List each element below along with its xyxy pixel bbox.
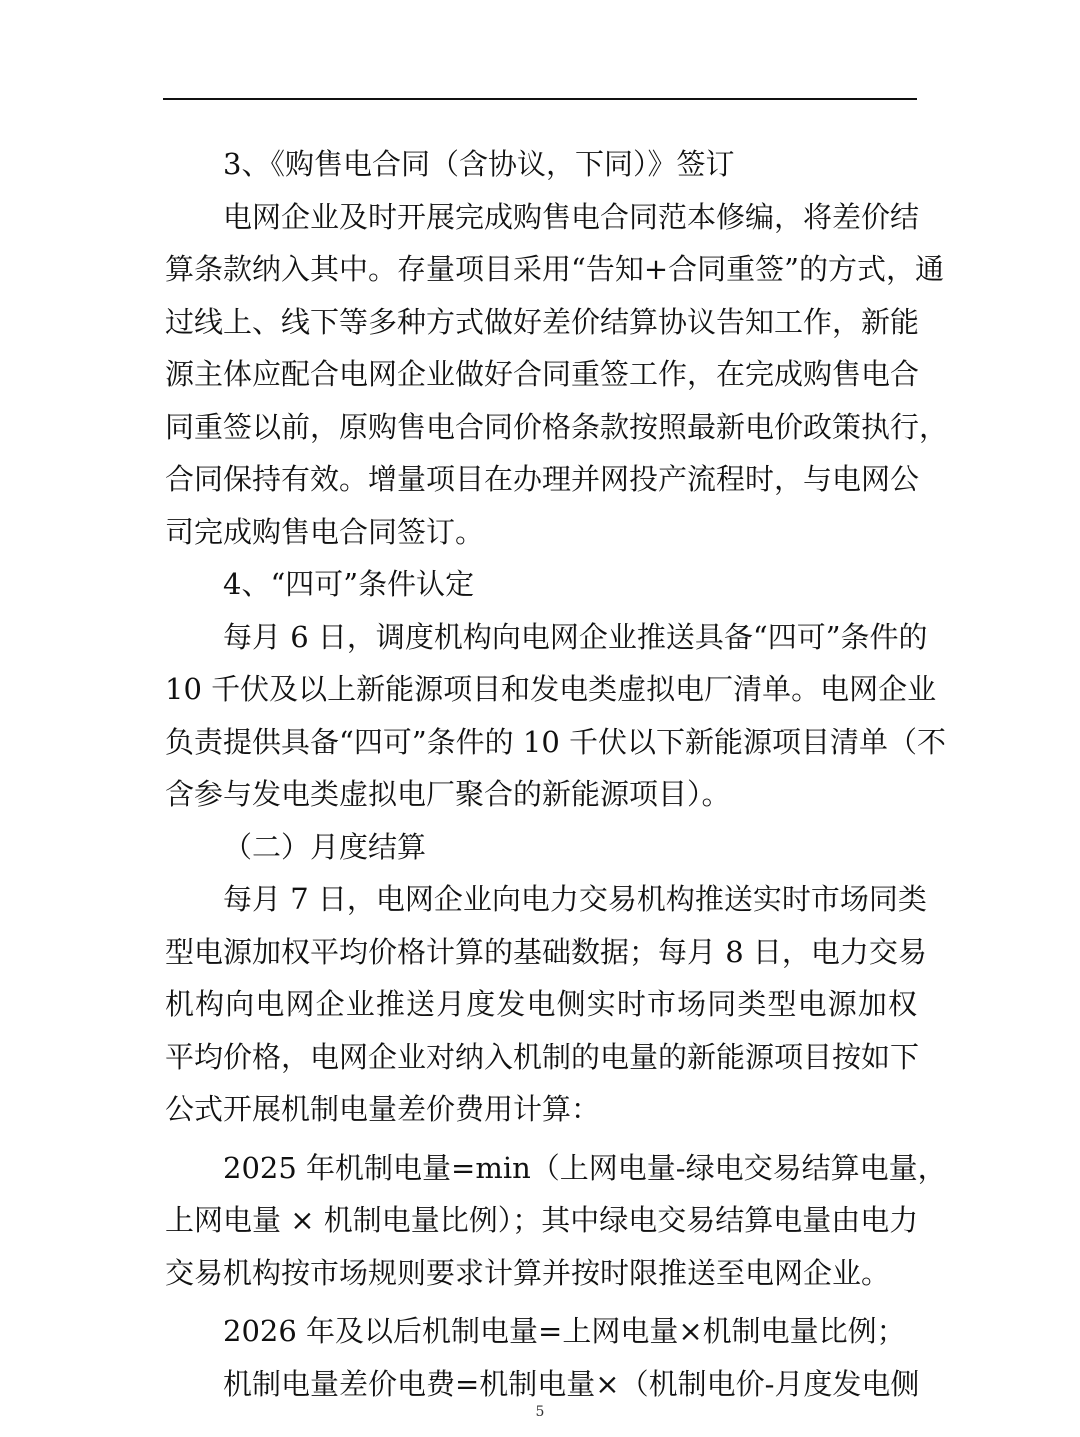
header-rule [163, 98, 917, 100]
paragraph-line: 电网企业及时开展完成购售电合同范本修编，将差价结 [223, 199, 920, 234]
paragraph-line: 每月 6 日，调度机构向电网企业推送具备“四可”条件的 [223, 619, 928, 654]
paragraph-line: 平均价格，电网企业对纳入机制的电量的新能源项目按如下 [165, 1039, 920, 1074]
heading-four-conditions: 4、“四可”条件认定 [223, 567, 475, 601]
paragraph-line: 含参与发电类虚拟电厂聚合的新能源项目）。 [165, 777, 731, 811]
paragraph-line: 源主体应配合电网企业做好合同重签工作，在完成购售电合 [165, 357, 920, 391]
paragraph-line: 负责提供具备“四可”条件的 10 千伏以下新能源项目清单（不 [165, 724, 946, 759]
paragraph-line: 过线上、线下等多种方式做好差价结算协议告知工作，新能 [165, 304, 920, 339]
page-number: 5 [535, 1404, 545, 1420]
paragraph-line: 合同保持有效。增量项目在办理并网投产流程时，与电网公 [165, 462, 920, 496]
paragraph-line: 算条款纳入其中。存量项目采用“告知+合同重签”的方式，通 [165, 252, 944, 286]
paragraph-line: 机构向电网企业推送月度发电侧实时市场同类型电源加权 [165, 987, 917, 1021]
heading-monthly-settlement: （二）月度结算 [223, 829, 427, 864]
heading-contract-signing: 3、《购售电合同（含协议，下同）》签订 [223, 147, 735, 181]
paragraph-line: 10 千伏及以上新能源项目和发电类虚拟电厂清单。电网企业 [165, 672, 937, 706]
formula-line: 2025 年机制电量=min（上网电量-绿电交易结算电量， [223, 1150, 947, 1185]
formula-line: 交易机构按市场规则要求计算并按时限推送至电网企业。 [165, 1255, 891, 1290]
paragraph-line: 同重签以前，原购售电合同价格条款按照最新电价政策执行， [165, 409, 949, 444]
document-body [165, 138, 949, 1410]
paragraph-line: 公式开展机制电量差价费用计算： [165, 1092, 601, 1126]
formula-line: 上网电量 × 机制电量比例）；其中绿电交易结算电量由电力 [165, 1203, 919, 1237]
paragraph-line: 司完成购售电合同签订。 [165, 514, 485, 549]
formula-line: 机制电量差价电费=机制电量×（机制电价-月度发电侧 [223, 1366, 920, 1401]
formula-line: 2026 年及以后机制电量=上网电量×机制电量比例； [223, 1314, 906, 1348]
paragraph-line: 每月 7 日，电网企业向电力交易机构推送实时市场同类 [223, 882, 927, 916]
paragraph-line: 型电源加权平均价格计算的基础数据；每月 8 日，电力交易 [165, 934, 927, 969]
